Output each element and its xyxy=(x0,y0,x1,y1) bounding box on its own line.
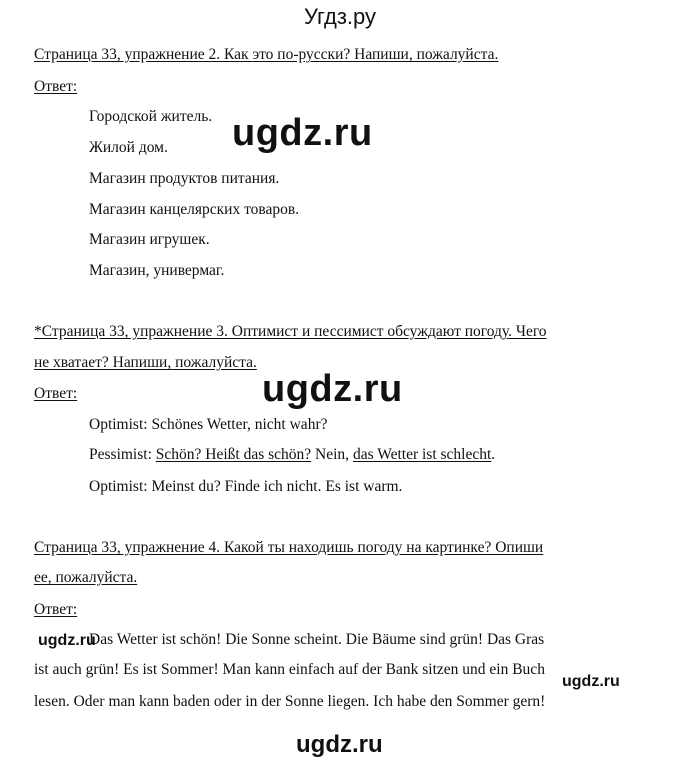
ex2-item: Магазин продуктов питания. xyxy=(89,170,280,187)
ex3-answer-label: Ответ: xyxy=(34,385,78,402)
ex3-fill-2: das Wetter ist schlecht xyxy=(352,446,492,463)
ex2-item: Магазин, универмаг. xyxy=(89,262,225,279)
ex4-heading-line2: ее, пожалуйста. xyxy=(34,569,138,586)
watermark: ugdz.ru xyxy=(38,632,96,649)
ex3-line2-middle: Nein, xyxy=(311,446,353,463)
watermark: ugdz.ru xyxy=(296,731,383,758)
watermark: ugdz.ru xyxy=(562,673,620,690)
watermark: ugdz.ru xyxy=(262,368,403,410)
ex3-heading-line1: *Страница 33, упражнение 3. Оптимист и пессимист обсуждают погоду. Чего xyxy=(34,323,547,340)
ex2-item: Городской житель. xyxy=(89,108,213,125)
ex2-answer-label: Ответ: xyxy=(34,78,78,95)
ex3-line2-suffix: . xyxy=(491,446,496,463)
ex4-para-line1: Das Wetter ist schön! Die Sonne scheint. Die Bäume sind grün! Das Gras xyxy=(89,631,545,648)
ex2-item: Магазин канцелярских товаров. xyxy=(89,201,300,218)
ex3-line2 xyxy=(89,445,495,465)
ex3-heading-line2: не хватает? Напиши, пожалуйста. xyxy=(34,354,257,371)
ex3-line1: Optimist: Schönes Wetter, nicht wahr? xyxy=(89,416,328,433)
ex4-para-line2: ist auch grün! Es ist Sommer! Man kann einfach auf der Bank sitzen und ein Buch xyxy=(34,661,545,678)
ex2-heading: Страница 33, упражнение 2. Как это по-русски? Напиши, пожалуйста. xyxy=(34,46,499,63)
watermark: ugdz.ru xyxy=(232,112,373,154)
ex2-item: Жилой дом. xyxy=(89,139,168,156)
ex4-answer-label: Ответ: xyxy=(34,601,78,618)
ex3-line3: Optimist: Meinst du? Finde ich nicht. Es ist warm. xyxy=(89,478,403,495)
ex2-item: Магазин игрушек. xyxy=(89,231,210,248)
ex4-heading-line1: Страница 33, упражнение 4. Какой ты находишь погоду на картинке? Опиши xyxy=(34,539,544,556)
ex3-line2-prefix: Pessimist: xyxy=(89,446,156,463)
ex4-para-line3: lesen. Oder man kann baden oder in der Sonne liegen. Ich habe den Sommer gern! xyxy=(34,693,546,710)
site-title: Угдз.ру xyxy=(303,4,377,29)
ex3-fill-1: Schön? Heißt das schön? xyxy=(155,446,312,463)
